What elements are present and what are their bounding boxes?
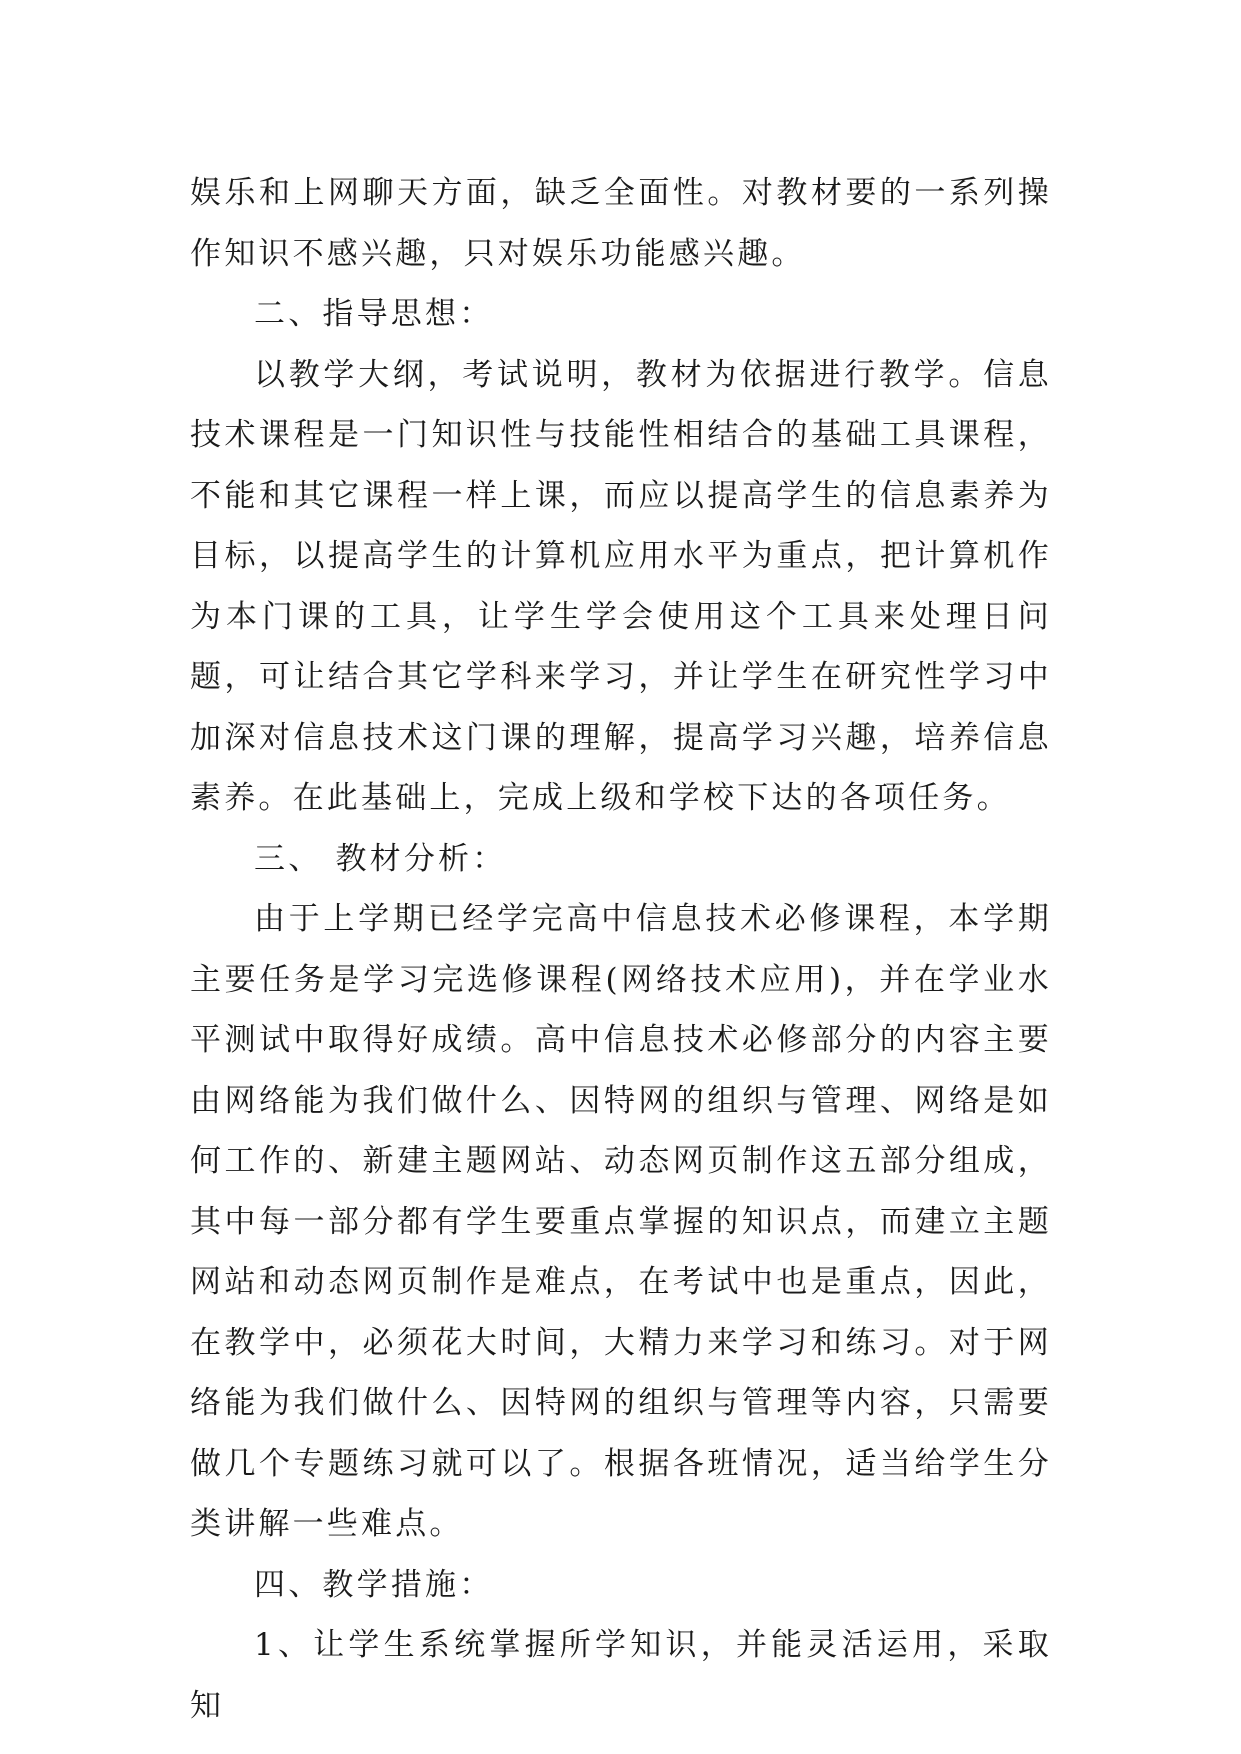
heading-guiding-thought: 二、指导思想： xyxy=(254,296,494,332)
document-body xyxy=(190,163,1052,1736)
paragraph-continuation: 娱乐和上网聊天方面，缺乏全面性。对教材要的一系列操作知识不感兴趣，只对娱乐功能感兴趣。 xyxy=(190,175,1052,272)
paragraph-teaching-measures: 1、让学生系统掌握所学知识，并能灵活运用，采取知 xyxy=(190,1627,1052,1724)
heading-textbook-analysis: 三、 教材分析： xyxy=(254,840,507,877)
paragraph-textbook-analysis: 由于上学期已经学完高中信息技术必修课程，本学期主要任务是学习完选修课程(网络技术应用)，并在学业水平测试中取得好成绩。高中信息技术必修部分的内容主要由网络能为我们做什么、因特网的组织与管理、网络是如何工作的、新建主题网站、动态网页制作这五部分组成，其中每一部分都有学生要重点掌握的知识点，而建立主题网站和动态网页制作是难点，在考试中也是重点，因此，在教学中，必须花大时间，大精力来学习和练习。对于网络能为我们做什么、因特网的组织与管理等内容，只需要做几个专题练习就可以了。根据各班情况，适当给学生分类讲解一些难点。 xyxy=(190,901,1052,1542)
paragraph-guiding-thought: 以教学大纲，考试说明，教材为依据进行教学。信息技术课程是一门知识性与技能性相结合的基础工具课程，不能和其它课程一样上课，而应以提高学生的信息素养为目标，以提高学生的计算机应用水平为重点，把计算机作为本门课的工具，让学生学会使用这个工具来处理日问题，可让结合其它学科来学习，并让学生在研究性学习中加深对信息技术这门课的理解，提高学习兴趣，培养信息素养。在此基础上，完成上级和学校下达的各项任务。 xyxy=(190,356,1052,816)
heading-teaching-measures: 四、教学措施： xyxy=(254,1566,494,1603)
